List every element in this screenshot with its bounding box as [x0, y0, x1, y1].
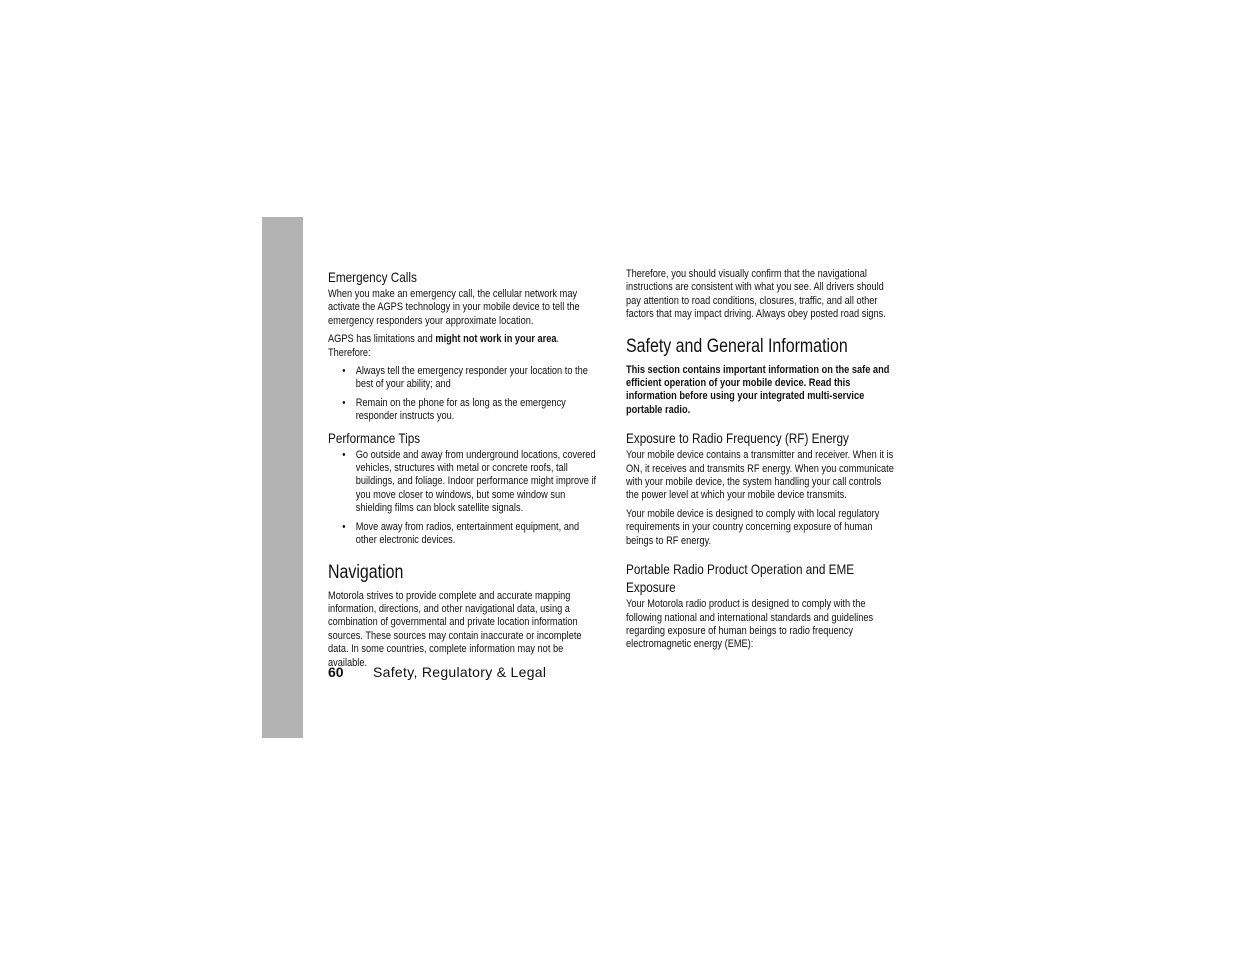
side-tab [262, 217, 303, 738]
performance-tips-list [328, 449, 598, 548]
emergency-bullet-list [328, 365, 598, 424]
list-item: • Move away from radios, entertainment equipment, and other electronic devices. [356, 521, 599, 548]
safety-intro-paragraph: This section contains important information on the safe and efficient operation of your mobile device. Read this information before using your integrated multi-service portable radio. [626, 363, 890, 416]
safety-heading: Safety and General Information [626, 335, 848, 357]
page-number: 60 [328, 664, 344, 680]
rf-paragraph-2: Your mobile device is designed to comply with local regulatory requirements in your country concerning exposure of human beings to RF energy. [626, 507, 880, 547]
emergency-calls-heading: Emergency Calls [328, 269, 417, 285]
performance-tips-heading: Performance Tips [328, 429, 421, 446]
navigation-paragraph: Motorola strives to provide complete and accurate mapping information, directions, and other navigational data, using a combination of governmental and private location information sources. These sources may contain inaccurate or incomplete data. In some countries, complete information may not be available. [328, 589, 582, 669]
agps-text-post: . Therefore: [328, 333, 560, 359]
rf-paragraph-1: Your mobile device contains a transmitter and receiver. When it is ON, it receives and transmits RF energy. When you communicate with your mobile device, the system handling your call controls the power level at which your mobile device transmits. [626, 449, 894, 502]
rf-exposure-heading: Exposure to Radio Frequency (RF) Energy [626, 430, 849, 447]
emergency-calls-paragraph: When you make an emergency call, the cellular network may activate the AGPS technology in your mobile device to tell the emergency responders your approximate location. [328, 288, 580, 327]
right-column [626, 268, 896, 657]
list-item: • Go outside and away from underground locations, covered vehicles, structures with metal or concrete roofs, tall buildings, and foliage. Indoor performance might improve if you move closer to windows, but some window sun shielding films can block satellite signals. [356, 449, 599, 516]
agps-paragraph [328, 333, 598, 360]
portable-radio-paragraph: Your Motorola radio product is designed to comply with the following national and international standards and guidelines regarding exposure of human beings to radio frequency electromagnetic energy (EME): [626, 598, 874, 651]
section-label: Safety, Regulatory & Legal [373, 664, 547, 680]
agps-text-pre: AGPS has limitations and [328, 333, 436, 346]
list-item: • Remain on the phone for as long as the emergency responder instructs you. [356, 397, 599, 424]
agps-text-bold: might not work in your area [435, 333, 557, 346]
navigation-continued-paragraph: Therefore, you should visually confirm that the navigational instructions are consistent with what you see. All drivers should pay attention to road conditions, closures, traffic, and all other factors that may impact driving. Always obey posted road signs. [626, 268, 886, 321]
left-column [328, 268, 598, 675]
list-item: • Always tell the emergency responder your location to the best of your ability; and [356, 365, 599, 392]
navigation-heading: Navigation [328, 561, 404, 583]
page-footer [328, 664, 546, 680]
portable-radio-heading: Portable Radio Product Operation and EME Exposure [626, 561, 855, 596]
